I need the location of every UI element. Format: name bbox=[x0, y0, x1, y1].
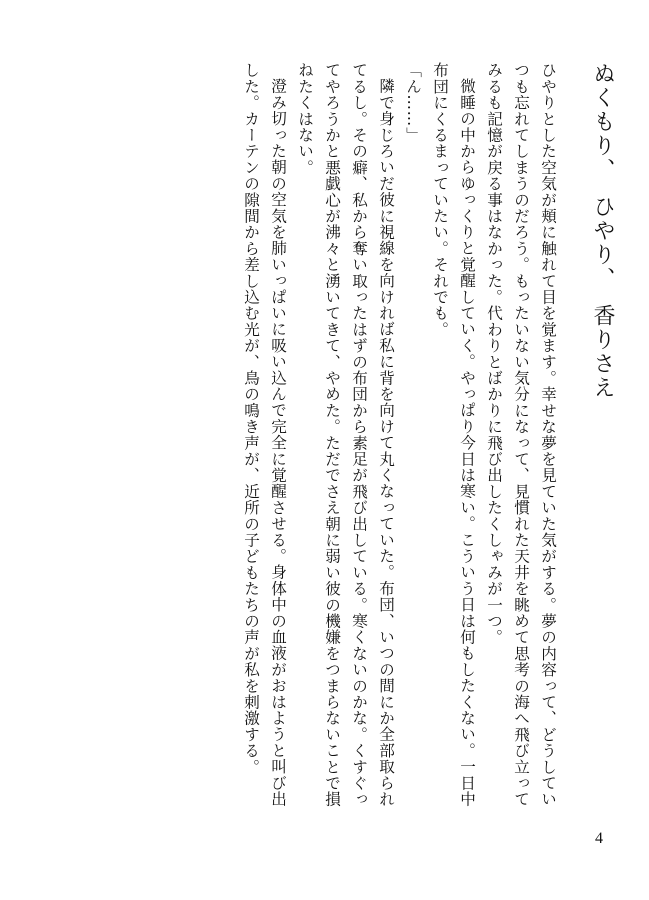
paragraph-4: 隣で身じろいだ彼に視線を向ければ私に背を向けて丸くなっていた。布団、いつの間にか全部取られてるし。その癖、私から奪い取ったはずの布団から素足が飛び出している。寒くないのかな。くすぐってやろうかと悪戯心が沸々と湧いてきて、やめた。ただでさえ朝に弱い彼の機嫌をつまらないことで損ねたくはない。 bbox=[296, 62, 395, 808]
page-number: 4 bbox=[595, 830, 603, 847]
paragraph-3-dialogue: 「ん……」 bbox=[404, 62, 422, 143]
paragraph-5: 澄み切った朝の空気を肺いっぱいに吸い込んで完全に覚醒させる。身体中の血液がおはようと叫び出した。カーテンの隙間から差し込む光が、鳥の鳴き声が、近所の子どもたちの声が私を刺激する。 bbox=[242, 62, 287, 807]
chapter-title: ぬくもり、 ひやり、 香りさえ bbox=[590, 62, 615, 400]
vertical-text-body bbox=[143, 62, 613, 822]
paragraph-2: 微睡の中からゆっくりと覚醒していく。やっぱり今日は寒い。こういう日は何もしたくない。一日中布団にくるまっていたい。それでも。 bbox=[431, 62, 476, 807]
paragraph-1: ひやりとした空気が頬に触れて目を覚ます。幸せな夢を見ていた気がする。夢の内容って、どうしていつも忘れてしまうのだろう。もったいない気分になって、見慣れた天井を眺めて思考の海へ飛び立ってみるも記憶が戻る事はなかった。代わりとばかりに飛び出したくしゃみが一つ。 bbox=[485, 62, 557, 808]
